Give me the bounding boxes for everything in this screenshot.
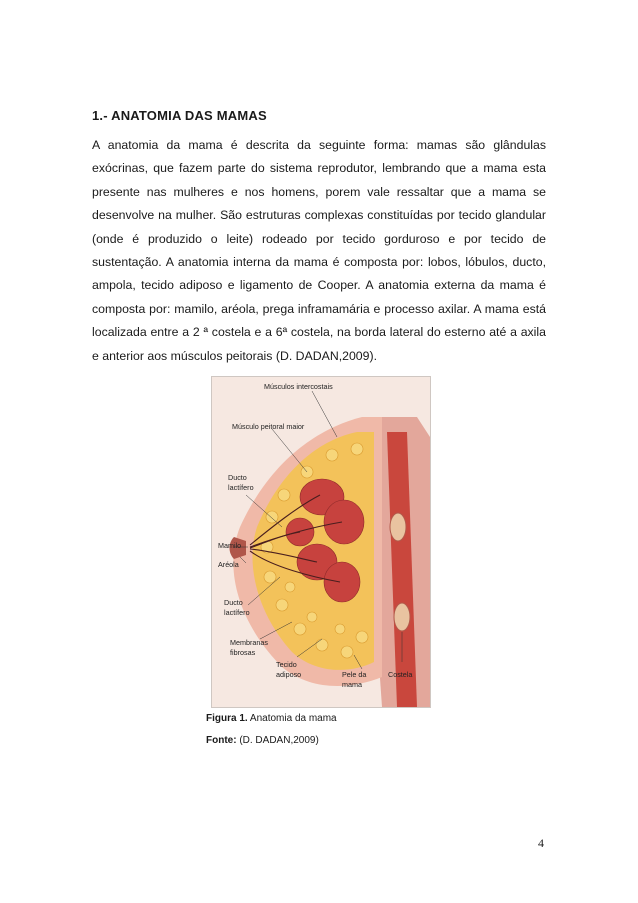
label-membranas-a: Membranas — [230, 638, 268, 647]
caption-label: Figura 1. — [206, 713, 248, 724]
label-tecido-a: Tecido — [276, 660, 297, 669]
section-heading: 1.- ANATOMIA DAS MAMAS — [92, 108, 267, 123]
label-ducto-lactifero-1b: lactífero — [228, 483, 254, 492]
label-ducto-lactifero-2a: Ducto — [224, 598, 243, 607]
page-number: 4 — [538, 836, 544, 850]
label-ducto-lactifero-2b: lactífero — [224, 608, 250, 617]
breast-anatomy-illustration — [212, 377, 430, 707]
figure-source — [206, 735, 319, 746]
label-mamilo: Mamilo — [218, 541, 242, 550]
label-pele-b: mama — [342, 680, 362, 689]
label-musculo-peitoral: Músculo peitoral maior — [232, 422, 305, 431]
label-areola: Aréola — [218, 560, 239, 569]
body-paragraph: A anatomia da mama é descrita da seguinte forma: mamas são glândulas exócrinas, que fazem parte do sistema reprodutor, lembrando que a mama esta presente nas mulheres e nos homens, porem vale ressaltar que a mama se desenvolve na mulher. São estruturas complexas constituídas por tecido glandular (onde é produzido o leite) rodeado por tecido gorduroso e por tecido de sustentação. A anatomia interna da mama é composta por: lobos, lóbulos, ducto, ampola, tecido adiposo e ligamento de Cooper. A anatomia externa da mama é composta por: mamilo, aréola, prega inframamária e processo axilar. A mama está localizada entre a 2 ª costela e a 6ª costela, na borda lateral do esterno até a axila e anterior aos músculos peitorais (D. DADAN,2009). — [92, 138, 546, 363]
label-costela: Costela — [388, 670, 413, 679]
source-text: (D. DADAN,2009) — [236, 735, 319, 746]
figure-caption — [206, 713, 337, 724]
source-label: Fonte: — [206, 735, 237, 746]
label-musculos-intercostais: Músculos intercostais — [264, 382, 333, 391]
breast-anatomy-figure — [211, 376, 431, 708]
label-pele-a: Pele da — [342, 670, 367, 679]
caption-text: Anatomia da mama — [247, 713, 337, 724]
label-ducto-lactifero-1a: Ducto — [228, 473, 247, 482]
label-tecido-b: adiposo — [276, 670, 302, 679]
label-membranas-b: fibrosas — [230, 648, 256, 657]
